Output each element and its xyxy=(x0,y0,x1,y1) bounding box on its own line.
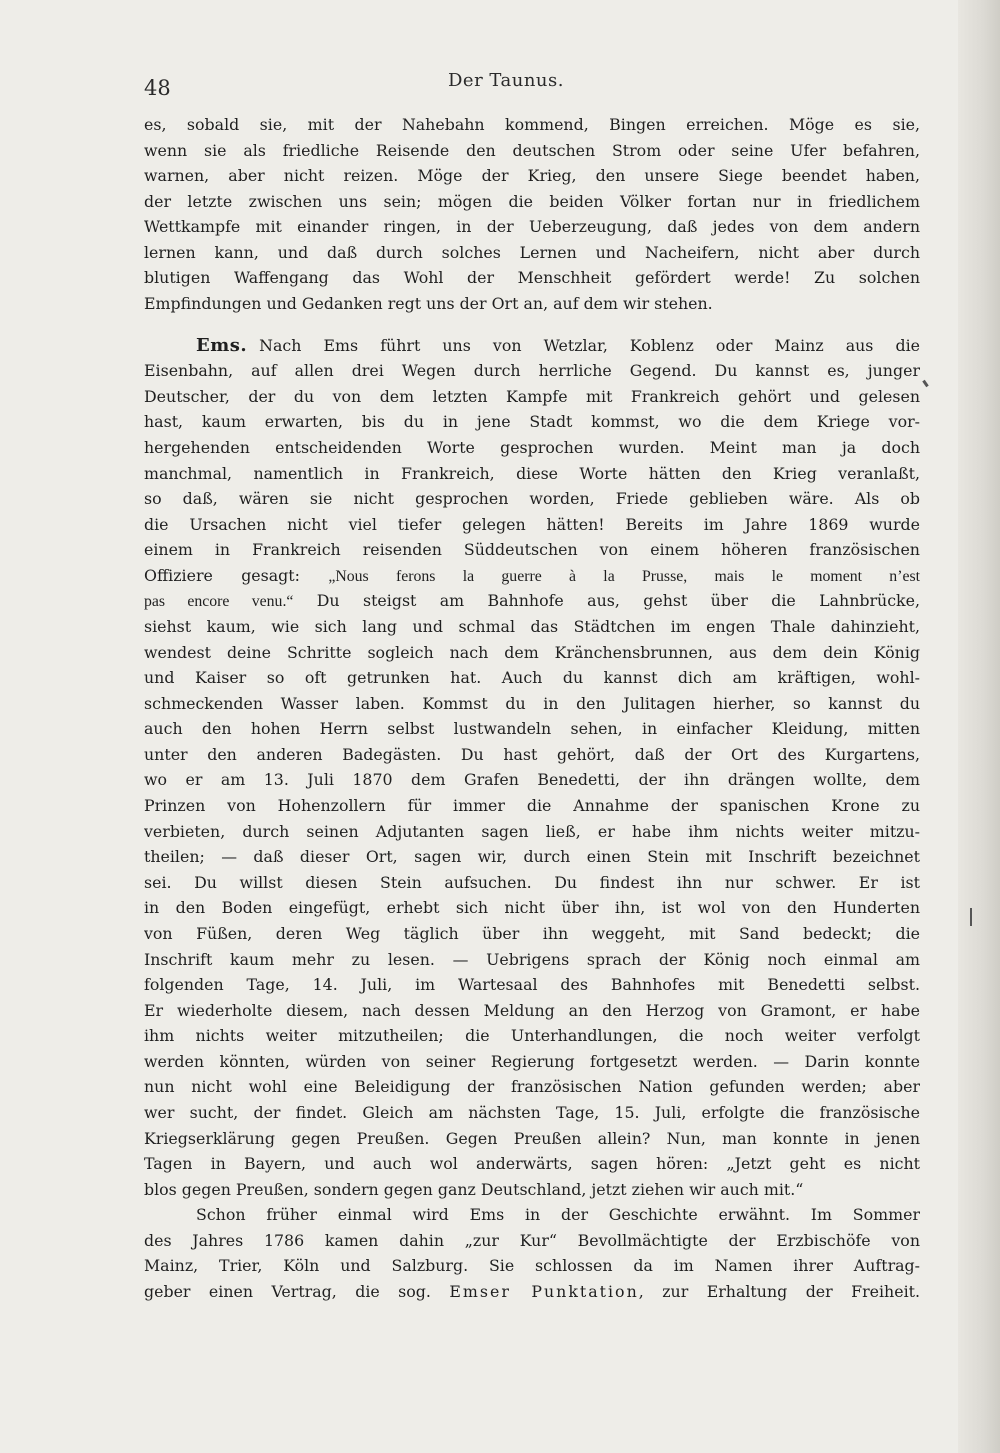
text-line: auch den hohen Herrn selbst lustwandeln sehen, in einfacher Kleidung, mitten xyxy=(144,719,920,739)
page-number: 48 xyxy=(144,76,171,100)
text-line: verbieten, durch seinen Adjutanten sagen ließ, er habe ihm nichts weiter mitzu- xyxy=(144,821,920,841)
text-line: nun nicht wohl eine Beleidigung der französischen Nation gefunden werden; aber xyxy=(144,1077,920,1097)
text-line: unter den anderen Badegästen. Du hast gehört, daß der Ort des Kurgartens, xyxy=(144,744,920,764)
text-line: Inschrift kaum mehr zu lesen. — Uebrigens sprach der König noch einmal am xyxy=(144,949,920,969)
text-line: Deutscher, der du von dem letzten Kampfe mit Frankreich gehört und gelesen xyxy=(144,386,920,406)
running-title: Der Taunus. xyxy=(448,70,564,91)
text-line: theilen; — daß dieser Ort, sagen wir, durch einen Stein mit Inschrift bezeichnet xyxy=(144,847,920,867)
text-line-emphasis xyxy=(144,1279,920,1305)
page-header xyxy=(144,70,920,100)
text-line: wer sucht, der findet. Gleich am nächsten Tage, 15. Juli, erfolgte die französische xyxy=(144,1102,920,1122)
section-heading: Ems. xyxy=(196,334,248,356)
text-line: des Jahres 1786 kamen dahin „zur Kur“ Bevollmächtigte der Erzbischöfe von xyxy=(144,1230,920,1250)
text-line-with-heading xyxy=(144,333,920,359)
french-quote: „Nous ferons la guerre à la Prusse, mais le moment n’est xyxy=(328,567,920,585)
paragraph-3 xyxy=(144,1202,920,1304)
quote-intro: Offiziere gesagt: xyxy=(144,565,329,585)
text-line: Empfindungen und Gedanken regt uns der Ort an, auf dem wir stehen. xyxy=(144,294,713,314)
text-line: folgenden Tage, 14. Juli, im Wartesaal des Bahnhofes mit Benedetti selbst. xyxy=(144,975,920,995)
text-line: Prinzen von Hohenzollern für immer die Annahme der spanischen Krone zu xyxy=(144,796,920,816)
text-line: schmeckenden Wasser laben. Kommst du in den Julitagen hierher, so kannst du xyxy=(144,693,920,713)
text-line: und Kaiser so oft getrunken hat. Auch du kannst dich am kräftigen, wohl- xyxy=(144,668,920,688)
text-line: sei. Du willst diesen Stein aufsuchen. Du findest ihn nur schwer. Er ist xyxy=(144,872,920,892)
text-line: von Füßen, deren Weg täglich über ihn weggeht, mit Sand bedeckt; die xyxy=(144,923,920,943)
page-edge-shadow xyxy=(958,0,1000,1453)
text-line: wenn sie als friedliche Reisende den deutschen Strom oder seine Ufer befahren, xyxy=(144,140,920,160)
text-line: Eisenbahn, auf allen drei Wegen durch herrliche Gegend. Du kannst es, junger xyxy=(144,361,920,381)
text-line: blos gegen Preußen, sondern gegen ganz Deutschland, jetzt ziehen wir auch mit.“ xyxy=(144,1179,804,1199)
text-line: Kriegserklärung gegen Preußen. Gegen Preußen allein? Nun, man konnte in jenen xyxy=(144,1128,920,1148)
text-line: Mainz, Trier, Köln und Salzburg. Sie schlossen da im Namen ihrer Auftrag- xyxy=(144,1256,920,1276)
text-line-quote xyxy=(144,563,920,589)
paragraph-gap xyxy=(144,317,920,333)
text-line: siehst kaum, wie sich lang und schmal das Städtchen im engen Thale dahinzieht, xyxy=(144,616,920,636)
paragraph-1 xyxy=(144,112,920,317)
text-line: wo er am 13. Juli 1870 dem Grafen Benedetti, der ihn drängen wollte, dem xyxy=(144,770,920,790)
text-line: hergehenden entscheidenden Worte gesprochen wurden. Meint man ja doch xyxy=(144,437,920,457)
text-line: einem in Frankreich reisenden Süddeutschen von einem höheren französischen xyxy=(144,540,920,560)
quote-followup: Du steigst am Bahnhofe aus, gehst über die Lahnbrücke, xyxy=(293,591,920,611)
text-segment: , zur Erhaltung der Freiheit. xyxy=(638,1282,920,1302)
text-line: hast, kaum erwarten, bis du in jene Stadt kommst, wo die dem Kriege vor- xyxy=(144,412,920,432)
text-line: wendest deine Schritte sogleich nach dem Kränchensbrunnen, aus dem dein König xyxy=(144,642,920,662)
print-speck xyxy=(922,380,928,387)
text-line: blutigen Waffengang das Wohl der Menschheit gefördert werde! Zu solchen xyxy=(144,268,920,288)
emphasized-term: Emser Punktation xyxy=(449,1282,639,1302)
text-line: Wettkampfe mit einander ringen, in der Ueberzeugung, daß jedes von dem andern xyxy=(144,217,920,237)
text-line: werden könnten, würden von seiner Regierung fortgesetzt werden. — Darin konnte xyxy=(144,1051,920,1071)
paragraph-ems xyxy=(144,333,920,1203)
text-line: ihm nichts weiter mitzutheilen; die Unterhandlungen, die noch weiter verfolgt xyxy=(144,1026,920,1046)
text-line: es, sobald sie, mit der Nahebahn kommend, Bingen erreichen. Möge es sie, xyxy=(144,115,920,134)
text-line: die Ursachen nicht viel tiefer gelegen hätten! Bereits im Jahre 1869 wurde xyxy=(144,514,920,534)
text-line-quote-end xyxy=(144,588,920,614)
text-line: in den Boden eingefügt, erhebt sich nicht über ihn, ist wol von den Hunderten xyxy=(144,898,920,918)
text-line: manchmal, namentlich in Frankreich, diese Worte hätten den Krieg veranlaßt, xyxy=(144,463,920,483)
text-line: lernen kann, und daß durch solches Lernen und Nacheifern, nicht aber durch xyxy=(144,242,920,262)
french-quote-end: pas encore venu.“ xyxy=(144,593,294,611)
text-line: Tagen in Bayern, und auch wol anderwärts, sagen hören: „Jetzt geht es nicht xyxy=(144,1154,920,1174)
print-speck xyxy=(970,908,972,926)
text-line: so daß, wären sie nicht gesprochen worden, Friede geblieben wäre. Als ob xyxy=(144,489,920,509)
text-line: Er wiederholte diesem, nach dessen Meldung an den Herzog von Gramont, er habe xyxy=(144,1000,920,1020)
text-line: der letzte zwischen uns sein; mögen die beiden Völker fortan nur in friedlichem xyxy=(144,191,920,211)
text-line-content: Nach Ems führt uns von Wetzlar, Koblenz oder Mainz aus die xyxy=(259,335,920,355)
text-line: warnen, aber nicht reizen. Möge der Krieg, den unsere Siege beendet haben, xyxy=(144,166,920,186)
body-text xyxy=(144,112,920,1305)
text-line: Schon früher einmal wird Ems in der Geschichte erwähnt. Im Sommer xyxy=(196,1205,920,1225)
text-segment: geber einen Vertrag, die sog. xyxy=(144,1282,450,1302)
